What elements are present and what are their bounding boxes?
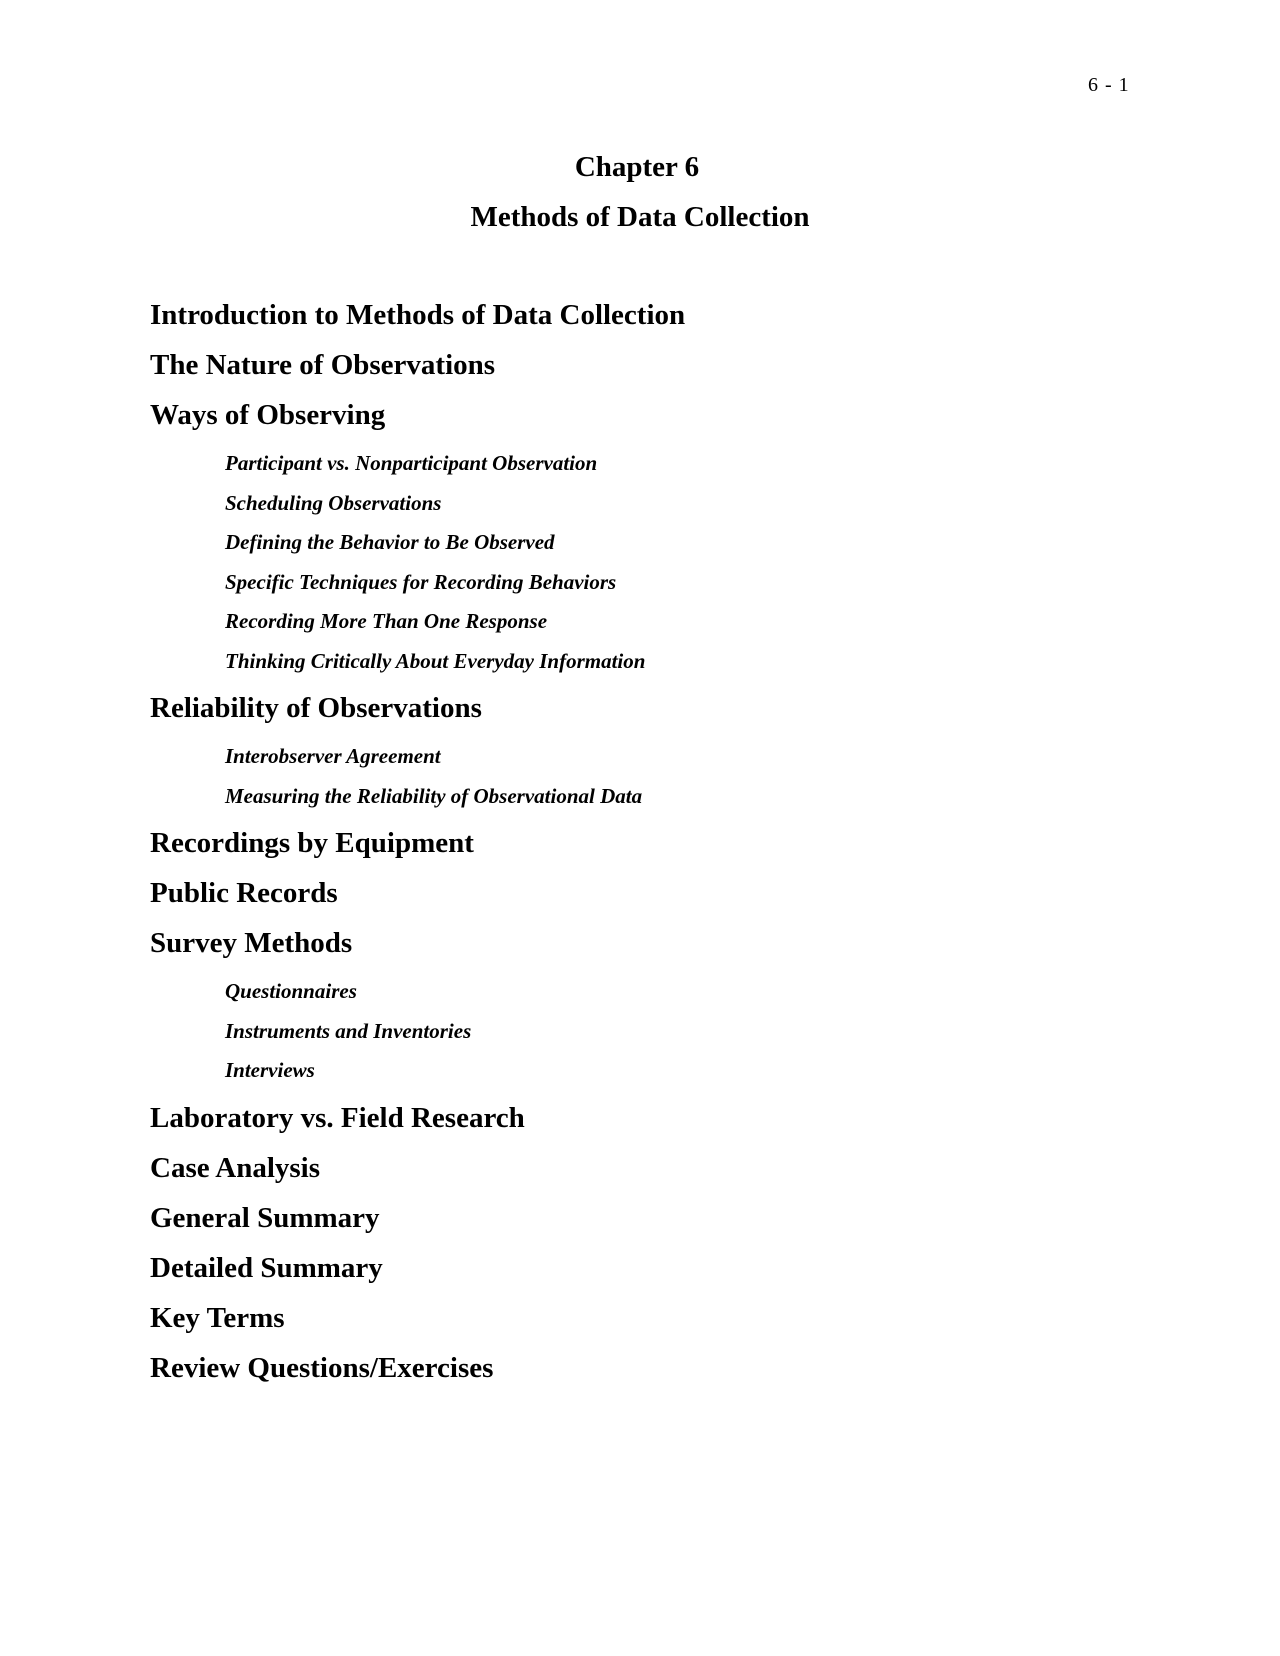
section-heading: Review Questions/Exercises <box>150 1351 494 1384</box>
section-heading: Survey Methods <box>150 927 353 959</box>
section-heading: Ways of Observing <box>150 399 386 431</box>
subsection-list <box>150 733 1150 818</box>
subsection-heading: Measuring the Reliability of Observational Data <box>225 783 643 808</box>
subsection-list <box>150 968 1150 1093</box>
section-heading: Reliability of Observations <box>150 692 482 724</box>
section-heading: Case Analysis <box>150 1151 321 1184</box>
subsection-heading: Interobserver Agreement <box>225 744 441 768</box>
chapter-outline <box>150 290 1150 1393</box>
section-heading: Public Records <box>150 877 338 909</box>
chapter-label: Chapter 6 <box>574 151 700 183</box>
section-heading: General Summary <box>150 1201 380 1234</box>
subsection-heading: Defining the Behavior to Be Observed <box>225 530 555 554</box>
subsection-heading: Recording More Than One Response <box>225 609 548 633</box>
section-heading: Recordings by Equipment <box>150 827 474 859</box>
section-heading: Key Terms <box>150 1301 285 1334</box>
chapter-heading <box>0 142 1280 242</box>
page-number: 6 - 1 <box>1088 74 1130 96</box>
subsection-heading: Scheduling Observations <box>225 490 442 515</box>
chapter-title: Methods of Data Collection <box>470 201 810 233</box>
section-heading: Introduction to Methods of Data Collection <box>150 299 686 331</box>
subsection-heading: Specific Techniques for Recording Behaviors <box>225 569 617 594</box>
subsection-heading: Instruments and Inventories <box>225 1018 472 1043</box>
subsection-list <box>150 440 1150 683</box>
section-heading: Detailed Summary <box>150 1251 383 1284</box>
subsection-heading: Questionnaires <box>225 979 357 1003</box>
section-heading: The Nature of Observations <box>150 349 496 381</box>
subsection-heading: Thinking Critically About Everyday Information <box>225 648 646 673</box>
section-heading: Laboratory vs. Field Research <box>150 1101 525 1134</box>
subsection-heading: Participant vs. Nonparticipant Observation <box>225 451 598 475</box>
subsection-heading: Interviews <box>225 1058 315 1082</box>
